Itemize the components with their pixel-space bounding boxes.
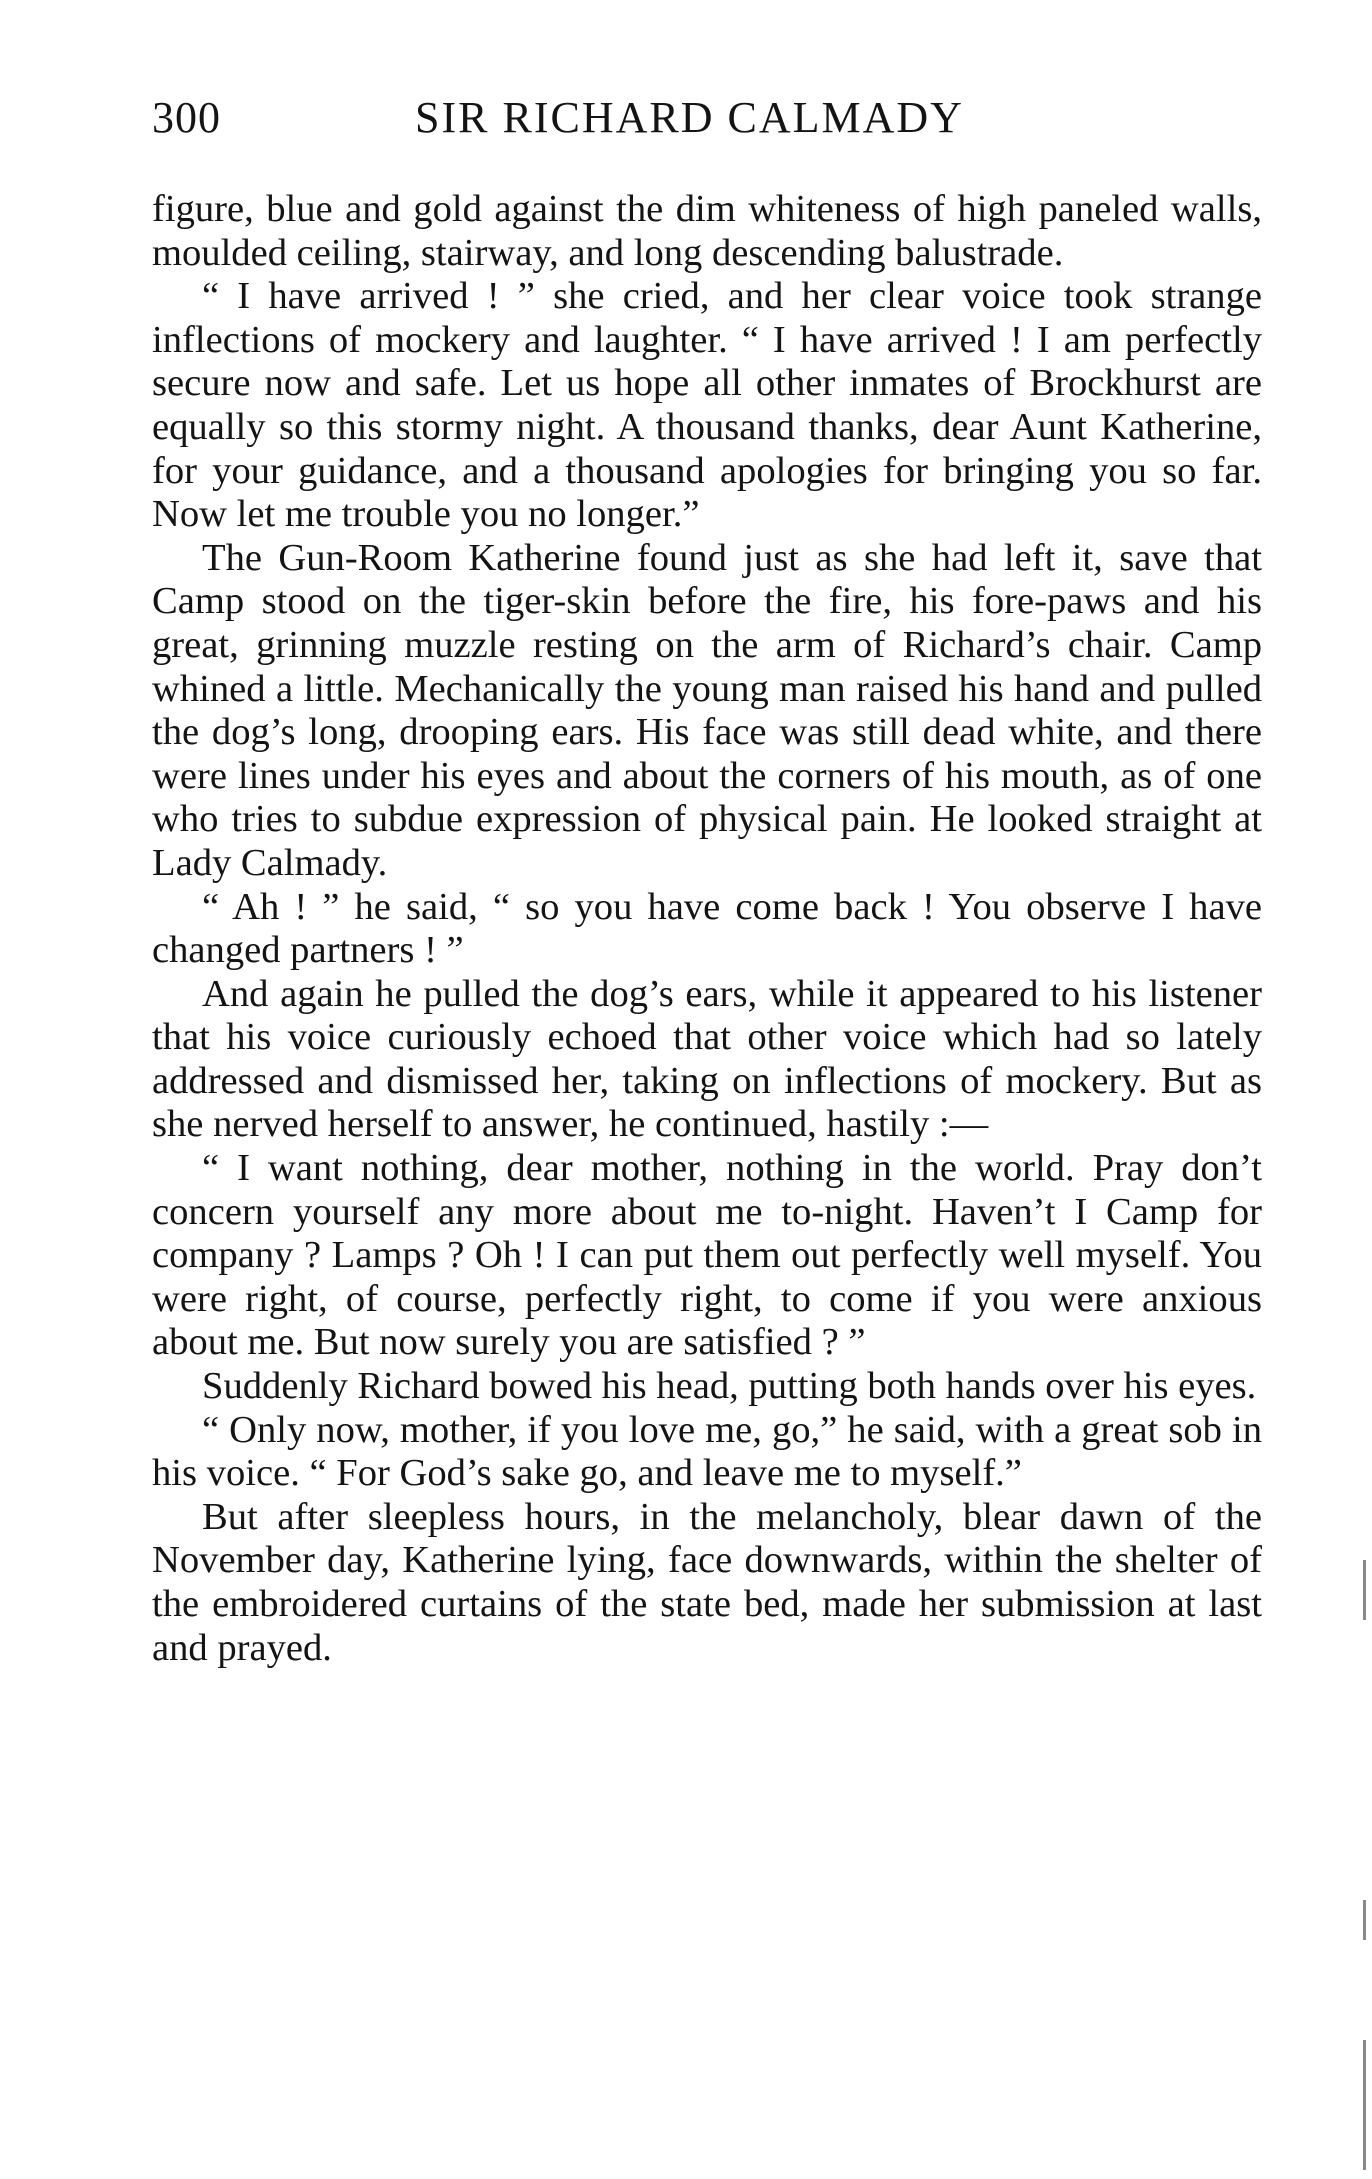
page-number: 300 — [152, 93, 221, 142]
paragraph-2: “ I have arrived ! ” she cried, and her clear voice took strange inflections of mockery and laughter. “ I have arrived ! I am perfectly secure now and safe. Let us hope all other inmates of Brockhurst are equally so this stormy night. A thousand thanks, dear Aunt Katherine, for your guidance, and a thousand apologies for bringing you so far. Now let me trouble you no longer.” — [152, 275, 1262, 536]
paragraph-3: The Gun-Room Katherine found just as she had left it, save that Camp stood on the tiger-skin before the fire, his fore-paws and his great, grinning muzzle resting on the arm of Richard’s chair. Camp whined a little. Mechanically the young man raised his hand and pulled the dog’s long, drooping ears. His face was still dead white, and there were lines under his eyes and about the corners of his mouth, as of one who tries to subdue expression of physical pain. He looked straight at Lady Calmady. — [152, 536, 1262, 884]
paragraph-9: But after sleepless hours, in the melancholy, blear dawn of the November day, Katherine lying, face downwards, within the shelter of the embroidered curtains of the state bed, made her submission at last and prayed. — [152, 1495, 1262, 1669]
book-title: SIR RICHARD CALMADY — [415, 93, 964, 142]
paragraph-6: “ I want nothing, dear mother, nothing in the world. Pray don’t concern yourself any more about me to-night. Haven’t I Camp for company ? Lamps ? Oh ! I can put them out perfectly well myself. You were right, of course, perfectly right, to come if you were anxious about me. But now surely you are satisfied ? ” — [152, 1147, 1262, 1364]
paragraph-8: “ Only now, mother, if you love me, go,” he said, with a great sob in his voice. “ For God’s sake go, and leave me to myself.” — [152, 1408, 1262, 1495]
paragraph-7: Suddenly Richard bowed his head, putting both hands over his eyes. — [202, 1365, 1257, 1408]
page-edge-shadow — [1363, 1560, 1366, 1620]
paragraph-4: “ Ah ! ” he said, “ so you have come back ! You observe I have changed partners ! ” — [152, 885, 1262, 972]
paragraph-1: figure, blue and gold against the dim whiteness of high paneled walls, moulded ceiling, stairway, and long descending balustrade. — [152, 188, 1262, 274]
paragraph-5: And again he pulled the dog’s ears, while it appeared to his listener that his voice curiously echoed that other voice which had so lately addressed and dismissed her, taking on inflections of mockery. But as she nerved herself to answer, he continued, hastily :— — [152, 972, 1262, 1146]
running-head — [152, 92, 1262, 152]
page-edge-shadow — [1363, 2040, 1366, 2170]
body-text — [152, 188, 1262, 1670]
page-edge-shadow — [1363, 1900, 1366, 1940]
